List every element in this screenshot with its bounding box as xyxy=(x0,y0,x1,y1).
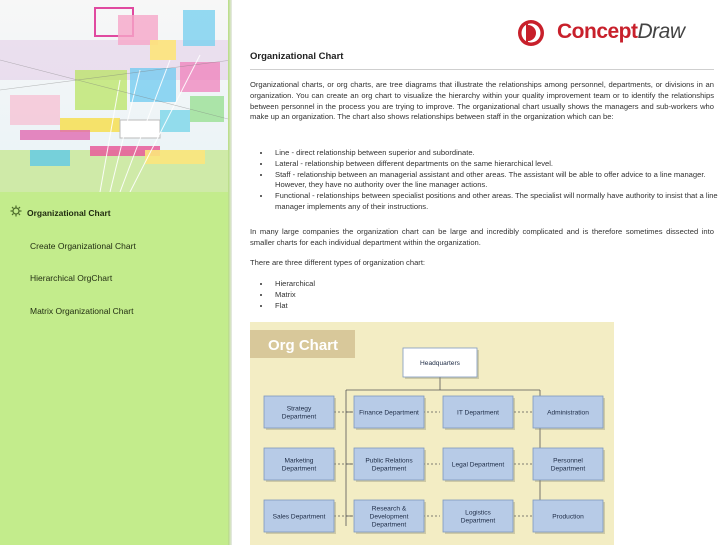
org-box-headquarters xyxy=(403,348,479,379)
sidebar xyxy=(0,0,232,545)
org-box-department xyxy=(264,448,336,482)
org-box-label: Administration xyxy=(547,409,589,417)
org-box-label: IT Department xyxy=(456,409,500,417)
org-box-department xyxy=(354,396,426,430)
nav-item-matrix-organizational-chart[interactable]: Matrix Organizational Chart xyxy=(30,306,134,316)
nav-item-hierarchical-orgchart[interactable]: Hierarchical OrgChart xyxy=(30,273,113,283)
page-title: Organizational Chart xyxy=(250,51,344,62)
org-box-label: Research & Development Department xyxy=(369,505,409,529)
org-box-department xyxy=(264,500,336,534)
large-companies-paragraph: In many large companies the organization chart can be large and incredibly complicated and is therefore sometimes dissected into smaller charts for each individual department within the organization. xyxy=(250,227,714,247)
list-item: • Functional - relationships between specialist positions and other areas. The specialist will normally have authority to insist that a line manager implements any of their instructions. xyxy=(271,191,721,213)
nav-item-organizational-chart[interactable]: Organizational Chart xyxy=(27,208,111,218)
types-intro-paragraph: There are three different types of organization chart: xyxy=(250,258,426,267)
intro-paragraph: Organizational charts, or org charts, are tree diagrams that illustrate the relationships among personnel, departments, or divisions in an organization. You can create an org chart to visualize the hierarchy within your quality improvement team or to identify the relationships between personnel in the process you are trying to improve. The organizational chart usually shows the managers and sub-workers who make up an organization. The chart also shows relationships between staff in the organization which can be: xyxy=(250,80,714,122)
org-box-department xyxy=(354,448,426,482)
conceptdraw-logo[interactable] xyxy=(517,18,685,48)
org-box-department xyxy=(264,396,336,430)
org-box-department xyxy=(354,500,426,534)
org-box-department xyxy=(533,448,605,482)
org-box-label: Personnel Department xyxy=(550,457,586,473)
list-item: • Hierarchical xyxy=(271,279,721,290)
org-box-label: Logistics Department xyxy=(460,509,496,525)
logo-mark-icon xyxy=(517,18,549,48)
org-box-department xyxy=(443,500,515,534)
header-artwork xyxy=(0,0,232,192)
org-box-label: Legal Department xyxy=(451,461,505,469)
org-box-label: Finance Department xyxy=(359,409,419,417)
org-box-department xyxy=(533,500,605,534)
org-chart-title: Org Chart xyxy=(268,337,339,354)
list-item: • Matrix xyxy=(271,290,721,301)
org-box-department xyxy=(443,396,515,430)
chart-types-list xyxy=(262,279,721,311)
org-box-label: Marketing Department xyxy=(281,457,317,473)
gear-icon xyxy=(10,205,22,217)
org-box-department xyxy=(533,396,605,430)
org-box-label: Headquarters xyxy=(420,360,460,367)
list-item: • Line - direct relationship between superior and subordinate. xyxy=(271,148,721,159)
relationship-list xyxy=(262,148,721,213)
org-box-label: Strategy Department xyxy=(281,405,317,421)
list-item: • Staff - relationship between an managerial assistant and other areas. The assistant will be able to offer advice to a line manager. However, they have no authority over the line manager actions. xyxy=(271,170,721,192)
org-box-label: Production xyxy=(552,513,584,521)
list-item: • Lateral - relationship between different departments on the same hierarchical level. xyxy=(271,159,721,170)
list-item: • Flat xyxy=(271,301,721,312)
org-box-label: Public Relations Department xyxy=(365,457,413,473)
nav-item-create-organizational-chart[interactable]: Create Organizational Chart xyxy=(30,241,136,251)
logo-wordmark: ConceptDraw xyxy=(557,20,685,43)
org-box-label: Sales Department xyxy=(272,513,326,521)
main-content xyxy=(232,0,727,545)
org-box-department xyxy=(443,448,515,482)
org-chart-figure xyxy=(250,322,614,545)
title-divider xyxy=(250,69,714,70)
